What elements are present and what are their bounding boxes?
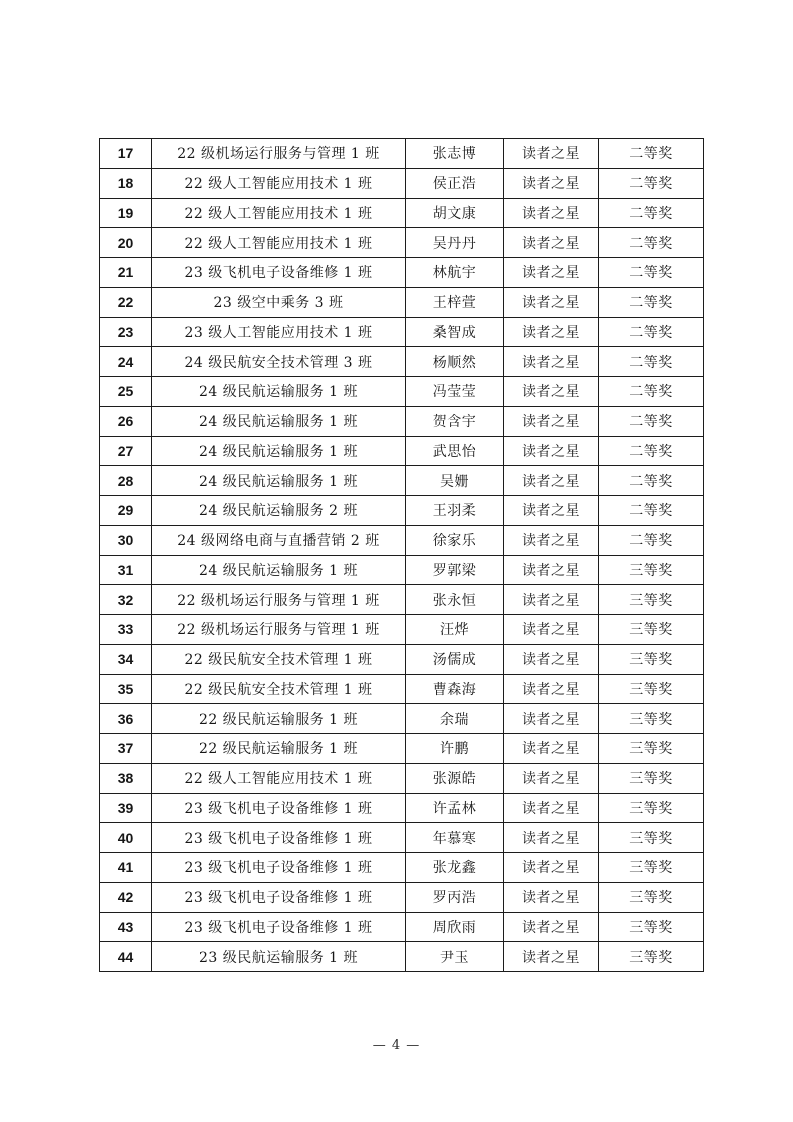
cell-student_name: 罗丙浩 bbox=[406, 882, 504, 912]
cell-student_name: 张永恒 bbox=[406, 585, 504, 615]
cell-student_name: 杨顺然 bbox=[406, 347, 504, 377]
page-number: — 4 — bbox=[372, 1038, 421, 1053]
cell-award_title: 读者之星 bbox=[504, 228, 599, 258]
cell-award_title: 读者之星 bbox=[504, 853, 599, 883]
award-row bbox=[100, 466, 704, 496]
award-row bbox=[100, 525, 704, 555]
cell-award_title: 读者之星 bbox=[504, 585, 599, 615]
award-row bbox=[100, 734, 704, 764]
cell-student_name: 年慕寒 bbox=[406, 823, 504, 853]
cell-no: 30 bbox=[100, 525, 152, 555]
award-row bbox=[100, 793, 704, 823]
cell-no: 18 bbox=[100, 168, 152, 198]
cell-student_name: 张志博 bbox=[406, 139, 504, 169]
cell-prize: 三等奖 bbox=[599, 912, 704, 942]
cell-no: 24 bbox=[100, 347, 152, 377]
cell-student_name: 胡文康 bbox=[406, 198, 504, 228]
award-row bbox=[100, 853, 704, 883]
cell-class_name: 24 级民航安全技术管理 3 班 bbox=[152, 347, 406, 377]
cell-class_name: 23 级飞机电子设备维修 1 班 bbox=[152, 882, 406, 912]
cell-class_name: 22 级人工智能应用技术 1 班 bbox=[152, 168, 406, 198]
cell-prize: 三等奖 bbox=[599, 763, 704, 793]
cell-student_name: 汤儒成 bbox=[406, 644, 504, 674]
cell-prize: 三等奖 bbox=[599, 942, 704, 972]
cell-prize: 三等奖 bbox=[599, 704, 704, 734]
cell-student_name: 吴姗 bbox=[406, 466, 504, 496]
cell-prize: 三等奖 bbox=[599, 882, 704, 912]
cell-no: 36 bbox=[100, 704, 152, 734]
cell-no: 34 bbox=[100, 644, 152, 674]
award-row bbox=[100, 228, 704, 258]
cell-award_title: 读者之星 bbox=[504, 347, 599, 377]
cell-prize: 二等奖 bbox=[599, 406, 704, 436]
cell-student_name: 许孟林 bbox=[406, 793, 504, 823]
cell-student_name: 尹玉 bbox=[406, 942, 504, 972]
cell-class_name: 22 级人工智能应用技术 1 班 bbox=[152, 228, 406, 258]
award-row bbox=[100, 704, 704, 734]
cell-award_title: 读者之星 bbox=[504, 287, 599, 317]
cell-class_name: 22 级民航安全技术管理 1 班 bbox=[152, 644, 406, 674]
award-row bbox=[100, 585, 704, 615]
award-row bbox=[100, 823, 704, 853]
award-row bbox=[100, 674, 704, 704]
award-row bbox=[100, 287, 704, 317]
cell-prize: 三等奖 bbox=[599, 585, 704, 615]
cell-no: 35 bbox=[100, 674, 152, 704]
cell-award_title: 读者之星 bbox=[504, 704, 599, 734]
award-row bbox=[100, 882, 704, 912]
cell-no: 20 bbox=[100, 228, 152, 258]
cell-prize: 二等奖 bbox=[599, 496, 704, 526]
cell-student_name: 吴丹丹 bbox=[406, 228, 504, 258]
cell-class_name: 22 级机场运行服务与管理 1 班 bbox=[152, 585, 406, 615]
award-row bbox=[100, 377, 704, 407]
cell-prize: 三等奖 bbox=[599, 644, 704, 674]
cell-prize: 二等奖 bbox=[599, 258, 704, 288]
cell-student_name: 张源皓 bbox=[406, 763, 504, 793]
cell-prize: 二等奖 bbox=[599, 436, 704, 466]
cell-award_title: 读者之星 bbox=[504, 496, 599, 526]
cell-prize: 三等奖 bbox=[599, 555, 704, 585]
cell-no: 23 bbox=[100, 317, 152, 347]
cell-student_name: 冯莹莹 bbox=[406, 377, 504, 407]
cell-class_name: 22 级人工智能应用技术 1 班 bbox=[152, 198, 406, 228]
cell-prize: 二等奖 bbox=[599, 466, 704, 496]
cell-no: 28 bbox=[100, 466, 152, 496]
cell-class_name: 23 级飞机电子设备维修 1 班 bbox=[152, 853, 406, 883]
cell-student_name: 桑智成 bbox=[406, 317, 504, 347]
cell-award_title: 读者之星 bbox=[504, 763, 599, 793]
cell-class_name: 23 级空中乘务 3 班 bbox=[152, 287, 406, 317]
award-row bbox=[100, 615, 704, 645]
cell-prize: 二等奖 bbox=[599, 317, 704, 347]
award-row bbox=[100, 139, 704, 169]
cell-no: 40 bbox=[100, 823, 152, 853]
cell-no: 21 bbox=[100, 258, 152, 288]
cell-class_name: 23 级飞机电子设备维修 1 班 bbox=[152, 912, 406, 942]
cell-prize: 二等奖 bbox=[599, 347, 704, 377]
cell-prize: 三等奖 bbox=[599, 674, 704, 704]
cell-class_name: 22 级民航安全技术管理 1 班 bbox=[152, 674, 406, 704]
award-row bbox=[100, 317, 704, 347]
cell-no: 41 bbox=[100, 853, 152, 883]
cell-no: 37 bbox=[100, 734, 152, 764]
award-row bbox=[100, 168, 704, 198]
cell-no: 38 bbox=[100, 763, 152, 793]
cell-award_title: 读者之星 bbox=[504, 168, 599, 198]
cell-no: 25 bbox=[100, 377, 152, 407]
cell-class_name: 24 级民航运输服务 1 班 bbox=[152, 406, 406, 436]
cell-award_title: 读者之星 bbox=[504, 823, 599, 853]
cell-student_name: 王羽柔 bbox=[406, 496, 504, 526]
cell-prize: 三等奖 bbox=[599, 823, 704, 853]
cell-class_name: 23 级飞机电子设备维修 1 班 bbox=[152, 258, 406, 288]
award-row bbox=[100, 912, 704, 942]
cell-award_title: 读者之星 bbox=[504, 436, 599, 466]
cell-no: 33 bbox=[100, 615, 152, 645]
cell-prize: 二等奖 bbox=[599, 139, 704, 169]
award-row bbox=[100, 496, 704, 526]
cell-class_name: 23 级飞机电子设备维修 1 班 bbox=[152, 823, 406, 853]
cell-award_title: 读者之星 bbox=[504, 406, 599, 436]
cell-class_name: 24 级民航运输服务 1 班 bbox=[152, 436, 406, 466]
cell-award_title: 读者之星 bbox=[504, 882, 599, 912]
cell-prize: 二等奖 bbox=[599, 525, 704, 555]
award-row bbox=[100, 436, 704, 466]
cell-prize: 三等奖 bbox=[599, 853, 704, 883]
cell-prize: 三等奖 bbox=[599, 734, 704, 764]
cell-no: 42 bbox=[100, 882, 152, 912]
cell-award_title: 读者之星 bbox=[504, 674, 599, 704]
cell-award_title: 读者之星 bbox=[504, 139, 599, 169]
award-table bbox=[99, 138, 704, 972]
cell-no: 17 bbox=[100, 139, 152, 169]
cell-award_title: 读者之星 bbox=[504, 377, 599, 407]
cell-award_title: 读者之星 bbox=[504, 734, 599, 764]
cell-class_name: 22 级人工智能应用技术 1 班 bbox=[152, 763, 406, 793]
award-row bbox=[100, 347, 704, 377]
cell-student_name: 罗郭梁 bbox=[406, 555, 504, 585]
cell-no: 32 bbox=[100, 585, 152, 615]
cell-student_name: 侯正浩 bbox=[406, 168, 504, 198]
cell-award_title: 读者之星 bbox=[504, 317, 599, 347]
award-row bbox=[100, 198, 704, 228]
cell-prize: 三等奖 bbox=[599, 793, 704, 823]
cell-student_name: 徐家乐 bbox=[406, 525, 504, 555]
cell-no: 19 bbox=[100, 198, 152, 228]
cell-award_title: 读者之星 bbox=[504, 198, 599, 228]
cell-class_name: 22 级机场运行服务与管理 1 班 bbox=[152, 615, 406, 645]
cell-award_title: 读者之星 bbox=[504, 912, 599, 942]
cell-student_name: 武思怡 bbox=[406, 436, 504, 466]
award-row bbox=[100, 406, 704, 436]
cell-class_name: 22 级民航运输服务 1 班 bbox=[152, 704, 406, 734]
cell-student_name: 贺含宇 bbox=[406, 406, 504, 436]
cell-no: 31 bbox=[100, 555, 152, 585]
cell-no: 44 bbox=[100, 942, 152, 972]
cell-award_title: 读者之星 bbox=[504, 525, 599, 555]
award-row bbox=[100, 644, 704, 674]
award-row bbox=[100, 555, 704, 585]
cell-student_name: 林航宇 bbox=[406, 258, 504, 288]
cell-class_name: 24 级网络电商与直播营销 2 班 bbox=[152, 525, 406, 555]
cell-award_title: 读者之星 bbox=[504, 793, 599, 823]
cell-award_title: 读者之星 bbox=[504, 466, 599, 496]
cell-class_name: 23 级人工智能应用技术 1 班 bbox=[152, 317, 406, 347]
cell-award_title: 读者之星 bbox=[504, 258, 599, 288]
cell-prize: 二等奖 bbox=[599, 168, 704, 198]
cell-award_title: 读者之星 bbox=[504, 942, 599, 972]
cell-class_name: 22 级民航运输服务 1 班 bbox=[152, 734, 406, 764]
cell-student_name: 余瑞 bbox=[406, 704, 504, 734]
cell-no: 29 bbox=[100, 496, 152, 526]
cell-prize: 二等奖 bbox=[599, 228, 704, 258]
cell-class_name: 24 级民航运输服务 1 班 bbox=[152, 466, 406, 496]
cell-class_name: 24 级民航运输服务 1 班 bbox=[152, 555, 406, 585]
cell-student_name: 张龙鑫 bbox=[406, 853, 504, 883]
cell-award_title: 读者之星 bbox=[504, 644, 599, 674]
cell-no: 27 bbox=[100, 436, 152, 466]
cell-no: 39 bbox=[100, 793, 152, 823]
cell-student_name: 周欣雨 bbox=[406, 912, 504, 942]
award-table-body bbox=[100, 139, 704, 972]
cell-class_name: 23 级飞机电子设备维修 1 班 bbox=[152, 793, 406, 823]
cell-class_name: 24 级民航运输服务 1 班 bbox=[152, 377, 406, 407]
cell-class_name: 24 级民航运输服务 2 班 bbox=[152, 496, 406, 526]
award-row bbox=[100, 763, 704, 793]
cell-prize: 二等奖 bbox=[599, 377, 704, 407]
cell-prize: 二等奖 bbox=[599, 198, 704, 228]
cell-student_name: 许鹏 bbox=[406, 734, 504, 764]
cell-student_name: 汪烨 bbox=[406, 615, 504, 645]
cell-student_name: 曹森海 bbox=[406, 674, 504, 704]
award-row bbox=[100, 258, 704, 288]
cell-class_name: 22 级机场运行服务与管理 1 班 bbox=[152, 139, 406, 169]
cell-class_name: 23 级民航运输服务 1 班 bbox=[152, 942, 406, 972]
cell-prize: 三等奖 bbox=[599, 615, 704, 645]
award-row bbox=[100, 942, 704, 972]
cell-student_name: 王梓萱 bbox=[406, 287, 504, 317]
cell-award_title: 读者之星 bbox=[504, 555, 599, 585]
cell-no: 43 bbox=[100, 912, 152, 942]
cell-no: 22 bbox=[100, 287, 152, 317]
cell-no: 26 bbox=[100, 406, 152, 436]
cell-award_title: 读者之星 bbox=[504, 615, 599, 645]
cell-prize: 二等奖 bbox=[599, 287, 704, 317]
